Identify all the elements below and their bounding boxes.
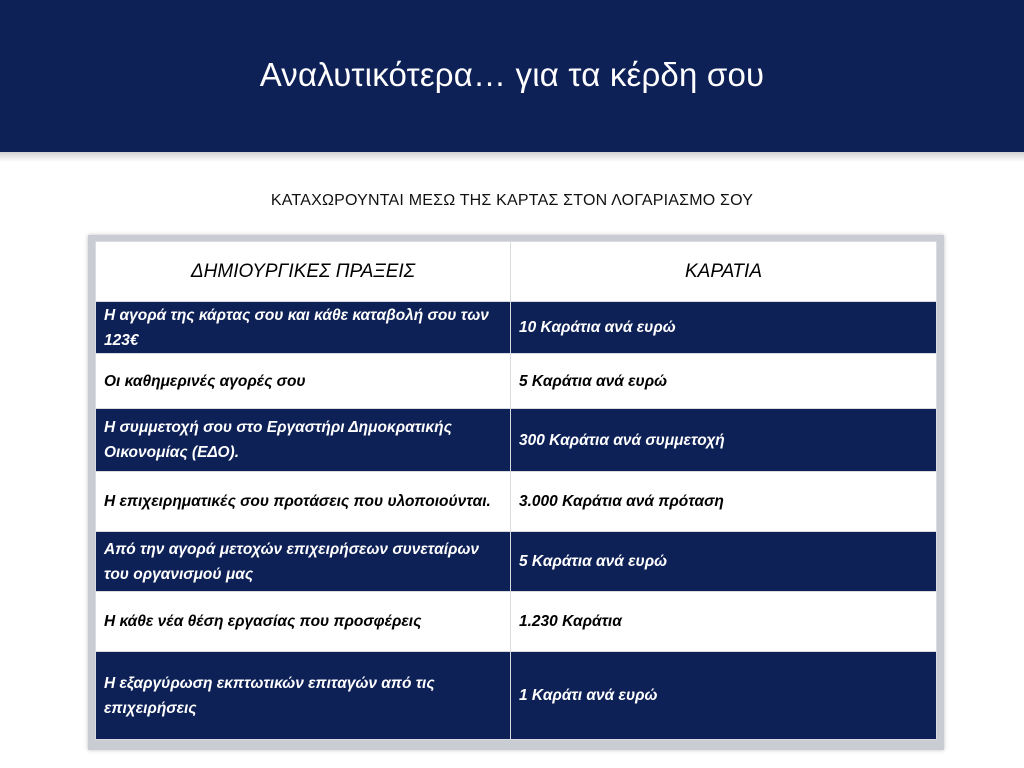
action-cell: Από την αγορά μετοχών επιχειρήσεων συνεταίρων του οργανισμού μας	[96, 532, 511, 592]
action-cell: Η επιχειρηματικές σου προτάσεις που υλοποιούνται.	[96, 472, 511, 532]
header-karatia: ΚΑΡΑΤΙΑ	[511, 242, 937, 302]
table-row	[96, 409, 937, 472]
page-title: Αναλυτικότερα… για τα κέρδη σου	[259, 56, 765, 93]
action-cell: Η συμμετοχή σου στο Εργαστήρι Δημοκρατικής Οικονομίας (ΕΔΟ).	[96, 409, 511, 472]
table-row	[96, 592, 937, 652]
karatia-cell: 1 Καράτι ανά ευρώ	[511, 652, 937, 740]
rewards-table	[95, 241, 937, 740]
table-row	[96, 532, 937, 592]
header-shadow	[0, 152, 1024, 162]
karatia-cell: 1.230 Καράτια	[511, 592, 937, 652]
header-actions: ΔΗΜΙΟΥΡΓΙΚΕΣ ΠΡΑΞΕΙΣ	[96, 242, 511, 302]
karatia-cell: 3.000 Καράτια ανά πρόταση	[511, 472, 937, 532]
action-cell: Η εξαργύρωση εκπτωτικών επιταγών από τις επιχειρήσεις	[96, 652, 511, 740]
karatia-cell: 5 Καράτια ανά ευρώ	[511, 532, 937, 592]
table-frame	[88, 235, 944, 750]
karatia-cell: 10 Καράτια ανά ευρώ	[511, 302, 937, 354]
page-subtitle: ΚΑΤΑΧΩΡΟΥΝΤΑΙ ΜΕΣΩ ΤΗΣ ΚΑΡΤΑΣ ΣΤΟΝ ΛΟΓΑΡΙΑΣΜΟ ΣΟΥ	[270, 192, 754, 209]
karatia-cell: 5 Καράτια ανά ευρώ	[511, 354, 937, 409]
table-row	[96, 354, 937, 409]
table-row	[96, 472, 937, 532]
table-header-row	[96, 242, 937, 302]
table-row	[96, 652, 937, 740]
action-cell: Η κάθε νέα θέση εργασίας που προσφέρεις	[96, 592, 511, 652]
action-cell: Η αγορά της κάρτας σου και κάθε καταβολή σου των 123€	[96, 302, 511, 354]
karatia-cell: 300 Καράτια ανά συμμετοχή	[511, 409, 937, 472]
header-band	[0, 0, 1024, 152]
action-cell: Οι καθημερινές αγορές σου	[96, 354, 511, 409]
table-row	[96, 302, 937, 354]
